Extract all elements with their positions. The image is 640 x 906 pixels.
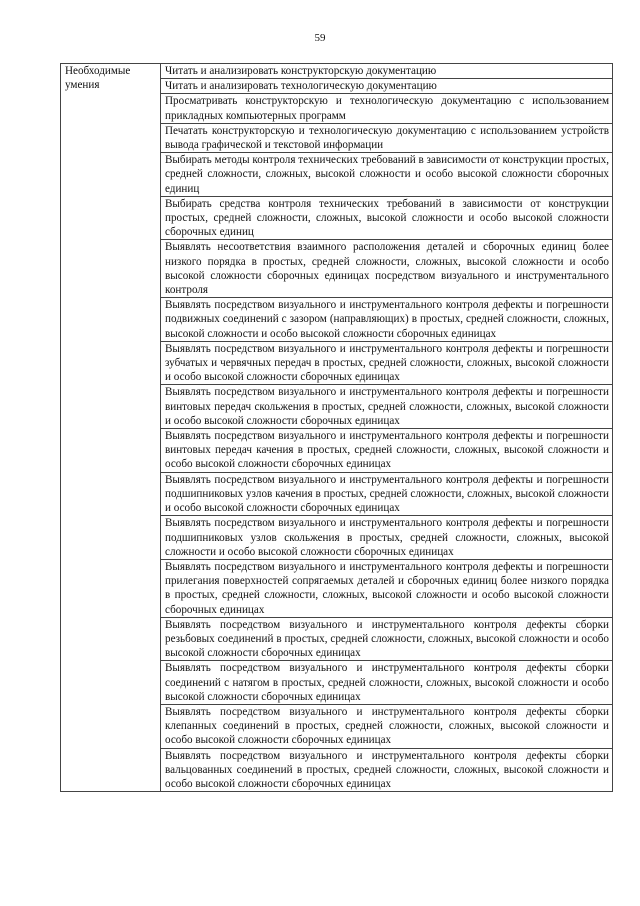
skill-text: Выбирать средства контроля технических требований в зависимости от конструкции простых, средней сложности, сложных, высокой сложности и особо высокой сложности сборочных единиц bbox=[165, 197, 609, 239]
skill-item bbox=[161, 298, 613, 342]
skill-text: Выявлять посредством визуального и инструментального контроля дефекты и погрешности винтовых передач скольжения в простых, средней сложности, сложных, высокой сложности и особо высокой сложности сборочных единицах bbox=[165, 386, 609, 427]
skill-text: Читать и анализировать конструкторскую документацию bbox=[165, 65, 437, 77]
row-heading: Необходимые умения bbox=[61, 64, 161, 792]
skill-text: Выявлять посредством визуального и инструментального контроля дефекты сборки вальцованных соединений в простых, средней сложности, сложных, высокой сложности и особо высокой сложности сборочных единицах bbox=[165, 749, 609, 790]
skill-item bbox=[161, 617, 613, 661]
skill-item bbox=[161, 704, 613, 748]
skill-item bbox=[161, 516, 613, 560]
skill-text: Выбирать методы контроля технических требований в зависимости от конструкции простых, средней сложности, сложных, высокой сложности и особо высокой сложности сборочных единиц bbox=[165, 154, 609, 195]
skill-text: Выявлять посредством визуального и инструментального контроля дефекты сборки клепанных соединений в простых, средней сложности, сложных, высокой сложности и особо высокой сложности сборочных единицах bbox=[165, 705, 609, 747]
skill-text: Читать и анализировать технологическую документацию bbox=[165, 80, 437, 93]
skill-item bbox=[161, 661, 613, 705]
skill-text: Выявлять несоответствия взаимного расположения деталей и сборочных единиц более низкого порядка в простых, средней сложности, сложных, высокой сложности и особо высокой сложности сборочных единицах посредством визуального и инструментального контроля bbox=[165, 241, 609, 297]
skill-text: Выявлять посредством визуального и инструментального контроля дефекты сборки резьбовых соединений в простых, средней сложности, сложных, высокой сложности и особо высокой сложности сборочных единицах bbox=[165, 618, 609, 660]
skill-item bbox=[161, 153, 613, 197]
skill-item bbox=[161, 79, 613, 94]
skill-item bbox=[161, 385, 613, 429]
skill-item bbox=[161, 64, 613, 79]
skill-item bbox=[161, 94, 613, 123]
skills-table bbox=[60, 63, 613, 792]
skill-text: Выявлять посредством визуального и инструментального контроля дефекты сборки соединений с натягом в простых, средней сложности, сложных, высокой сложности и особо высокой сложности сборочных единицах bbox=[165, 662, 609, 703]
skill-text: Выявлять посредством визуального и инструментального контроля дефекты и погрешности прилегания поверхностей сопрягаемых деталей и сборочных единиц более низкого порядка в простых, средней сложности, сложных, высокой сложности и особо высокой сложности сборочных единицах bbox=[165, 560, 609, 616]
skill-item bbox=[161, 748, 613, 792]
skill-text: Выявлять посредством визуального и инструментального контроля дефекты и погрешности подвижных соединений с зазором (направляющих) в простых, средней сложности, сложных, высокой сложности и особо высокой сложности сборочных единицах bbox=[165, 299, 609, 340]
skill-text: Выявлять посредством визуального и инструментального контроля дефекты и погрешности зубчатых и червячных передач в простых, средней сложности, сложных, высокой сложности и особо высокой сложности сборочных единицах bbox=[165, 342, 609, 384]
skill-item bbox=[161, 472, 613, 516]
skill-text: Выявлять посредством визуального и инструментального контроля дефекты и погрешности подшипниковых узлов качения в простых, средней сложности, сложных, высокой сложности и особо высокой сложности сборочных единицах bbox=[165, 473, 609, 515]
table-row bbox=[61, 64, 613, 79]
skill-item bbox=[161, 123, 613, 152]
skill-item bbox=[161, 429, 613, 473]
skill-text: Печатать конструкторскую и технологическую документацию с использованием устройств вывода графической и текстовой информации bbox=[165, 124, 609, 152]
skill-item bbox=[161, 559, 613, 617]
skill-text: Выявлять посредством визуального и инструментального контроля дефекты и погрешности винтовых передач качения в простых, средней сложности, сложных, высокой сложности и особо высокой сложности сборочных единицах bbox=[165, 430, 609, 471]
skill-item bbox=[161, 240, 613, 298]
skill-text: Выявлять посредством визуального и инструментального контроля дефекты и погрешности подшипниковых узлов скольжения в простых, средней сложности, сложных, высокой сложности и особо высокой сложности сборочных единицах bbox=[165, 517, 609, 558]
skill-item bbox=[161, 196, 613, 240]
skill-item bbox=[161, 341, 613, 385]
page-number: 59 bbox=[314, 32, 326, 44]
skill-text: Просматривать конструкторскую и технологическую документацию с использованием прикладных компьютерных программ bbox=[165, 95, 609, 122]
